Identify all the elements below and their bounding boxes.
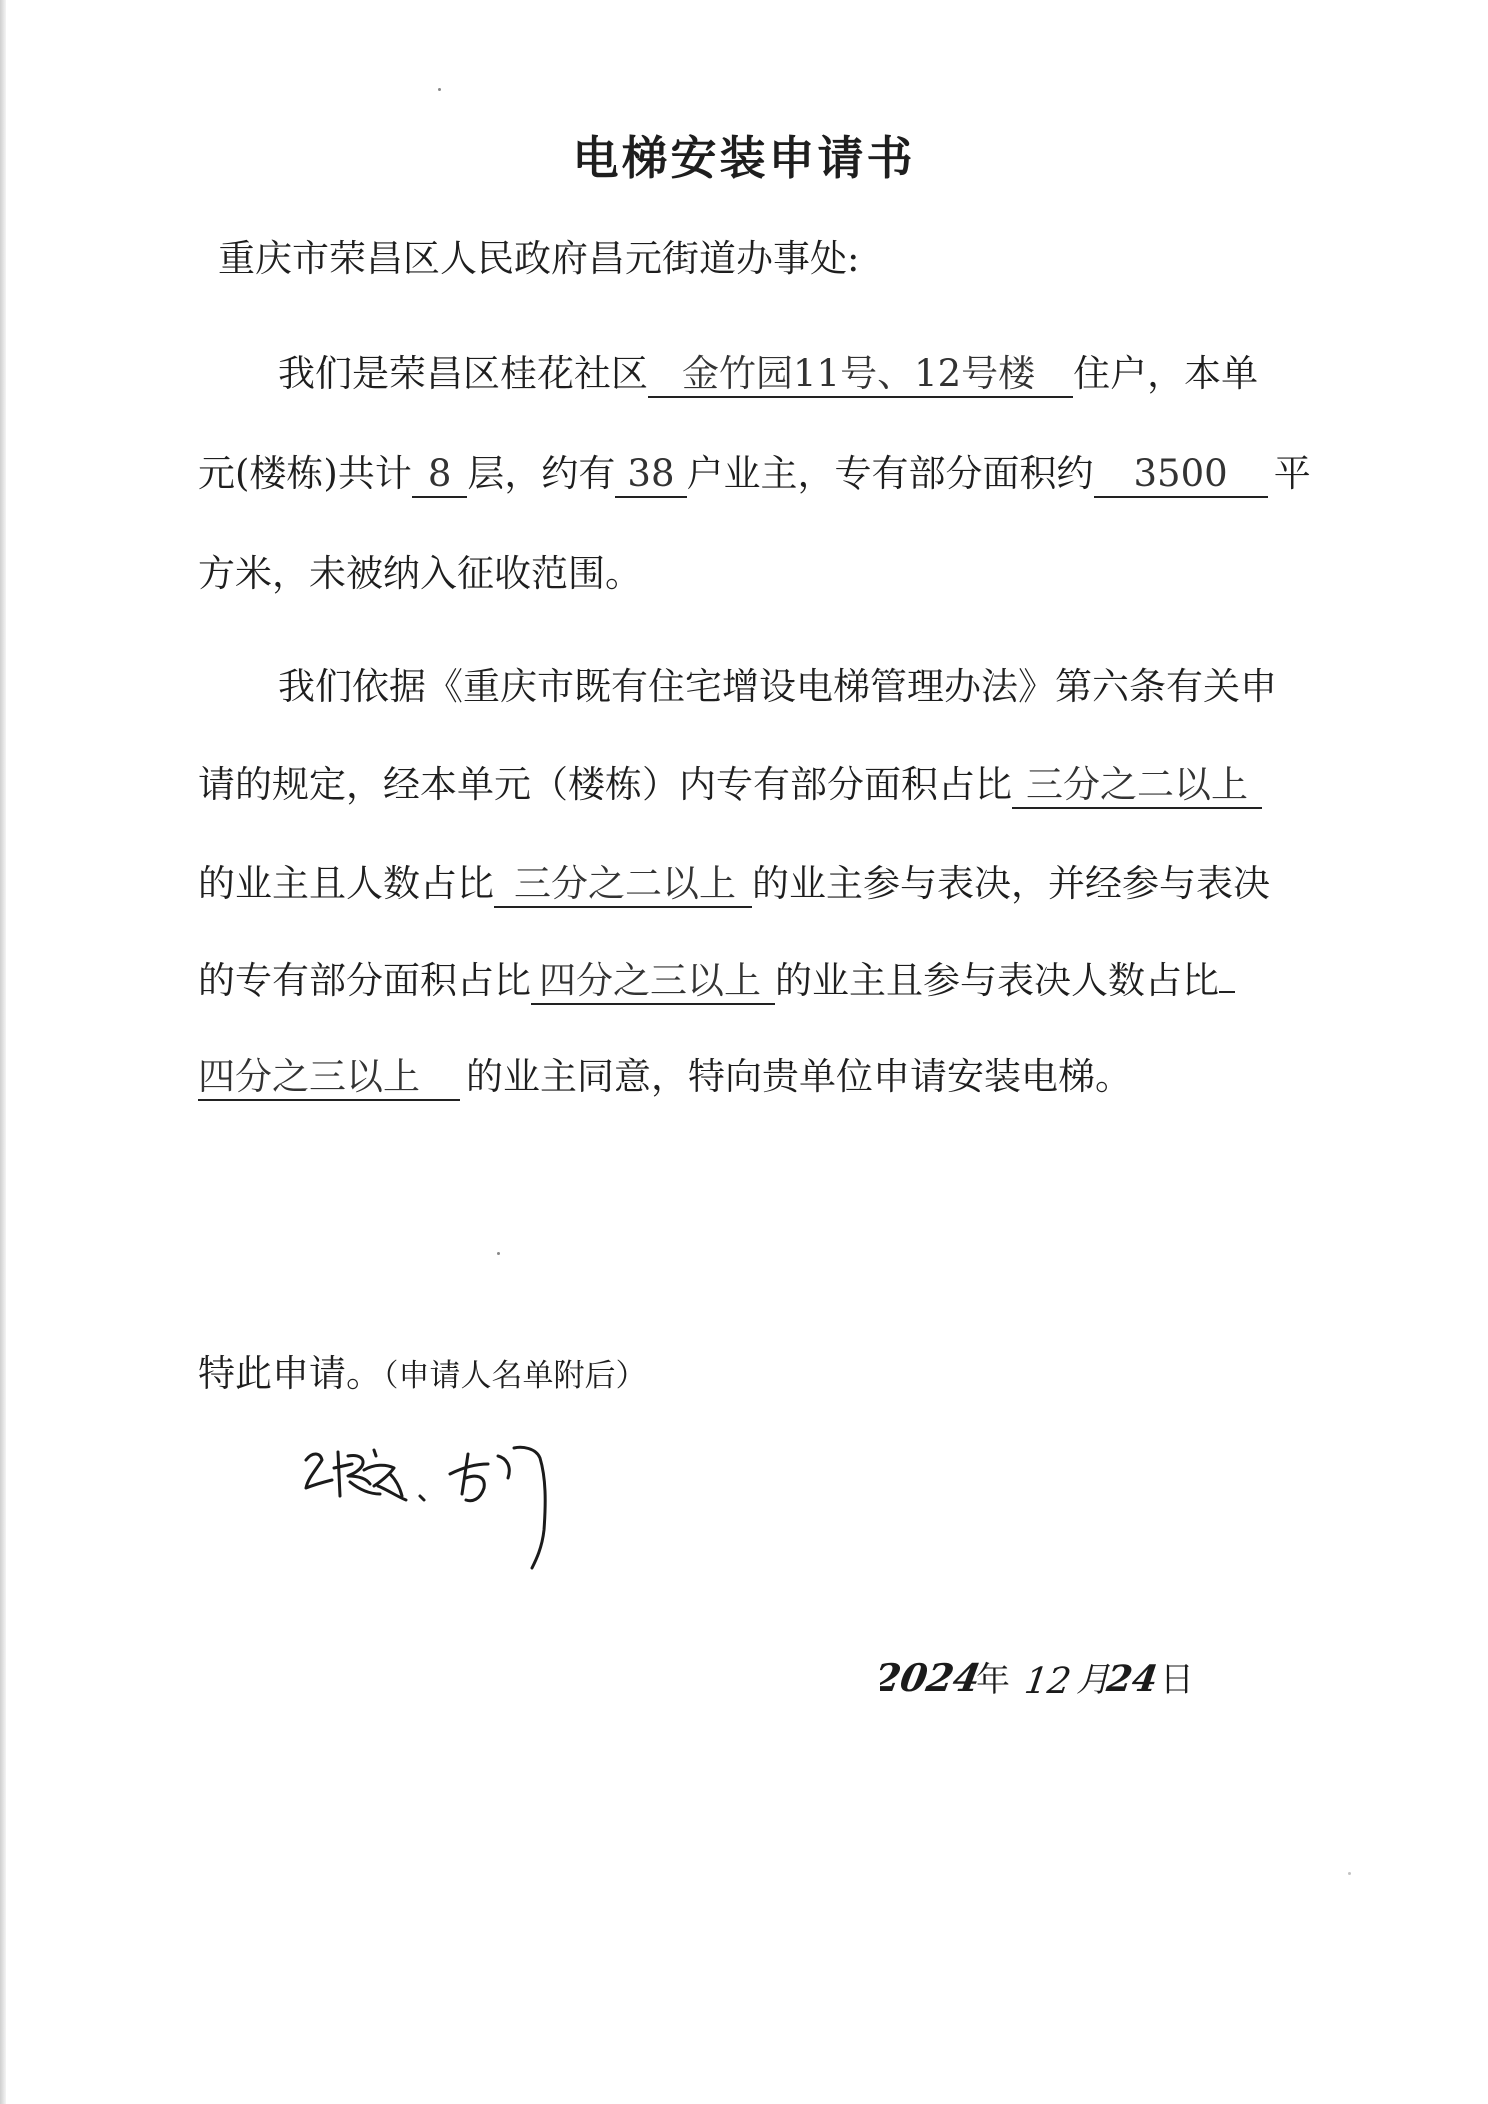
p2-text: 请的规定，经本单元（楼栋）内专有部分面积占比	[198, 763, 1012, 806]
p2-text: 的业主且参与表决人数占比	[775, 959, 1219, 1002]
scan-speck	[497, 1252, 500, 1255]
handwritten-date	[880, 1645, 1200, 1715]
closing-line	[198, 1352, 647, 1395]
floor-count-field: 8	[412, 455, 468, 498]
building-name-field: 金竹园11号、12号楼	[648, 355, 1073, 398]
date-year-suffix: 年	[976, 1660, 1010, 1700]
area-ratio-voting-field: 三分之二以上	[1012, 766, 1262, 809]
p2-text: 的业主同意，特向贵单位申请安装电梯。	[466, 1055, 1132, 1098]
date-month: 12	[1021, 1659, 1074, 1702]
p1-text: 我们是荣昌区桂花社区	[278, 352, 648, 395]
date-year: 2024	[880, 1656, 984, 1701]
scan-page-edge	[0, 0, 6, 2104]
area-field: 3500	[1094, 455, 1268, 498]
paragraph1-line1	[278, 352, 1259, 398]
p1-text: 住户，本单	[1073, 352, 1259, 395]
scan-speck	[1348, 1872, 1351, 1875]
p1-text: 平	[1273, 452, 1311, 495]
p1-text: 元(楼栋)共计	[198, 452, 412, 495]
p1-text: 户业主，专有部分面积约	[686, 452, 1094, 495]
people-ratio-consent-field: 四分之三以上	[198, 1058, 460, 1101]
p2-text: 的业主参与表决，并经参与表决	[752, 862, 1270, 905]
paragraph2-line4	[198, 959, 1235, 1005]
underline-continuation	[1219, 987, 1235, 993]
closing-text: 特此申请。	[198, 1352, 383, 1395]
closing-note: （申请人名单附后）	[383, 1358, 647, 1394]
date-drawing	[880, 1645, 1200, 1715]
signature-drawing	[300, 1430, 600, 1580]
handwritten-signature	[300, 1430, 600, 1580]
household-count-field: 38	[615, 455, 686, 498]
paragraph2-line1: 我们依据《重庆市既有住宅增设电梯管理办法》第六条有关申	[278, 665, 1277, 708]
area-ratio-consent-field: 四分之三以上	[531, 962, 775, 1005]
paragraph1-line3: 方米，未被纳入征收范围。	[198, 552, 642, 595]
p1-text: 层，约有	[467, 452, 616, 495]
salutation: 重庆市荣昌区人民政府昌元街道办事处:	[218, 237, 860, 280]
date-day-suffix: 日	[1160, 1660, 1194, 1700]
paragraph2-line5	[198, 1055, 1132, 1101]
paragraph2-line2	[198, 763, 1262, 809]
date-month-suffix: 月	[1076, 1660, 1110, 1700]
document-title: 电梯安装申请书	[572, 131, 916, 185]
paragraph2-line3	[198, 862, 1270, 908]
paragraph1-line2	[198, 452, 1311, 498]
scan-speck	[438, 88, 441, 91]
p2-text: 的业主且人数占比	[198, 862, 494, 905]
p2-text: 的专有部分面积占比	[198, 959, 531, 1002]
date-day: 24	[1104, 1657, 1161, 1700]
people-ratio-voting-field: 三分之二以上	[494, 865, 752, 908]
